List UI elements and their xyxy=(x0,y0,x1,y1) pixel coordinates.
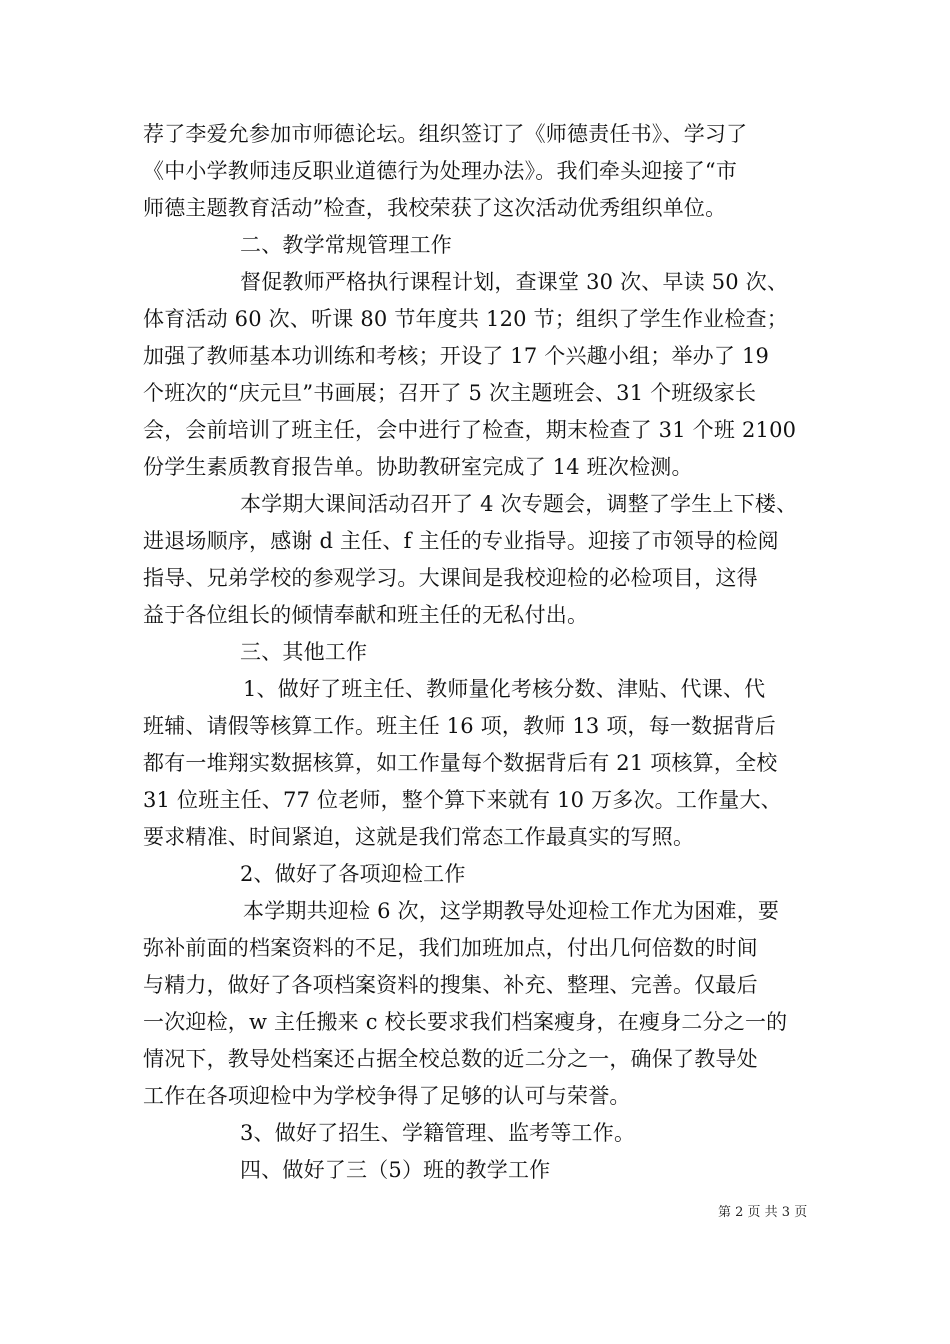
text-line: 份学生素质教育报告单。协助教研室完成了 14 班次检测。 xyxy=(143,455,693,479)
text-line: 进退场顺序，感谢 d 主任、f 主任的专业指导。迎接了市领导的检阅 xyxy=(143,529,779,553)
paragraph-start: 1、做好了班主任、教师量化考核分数、津贴、代课、代 xyxy=(243,677,766,701)
text-line: 益于各位组长的倾情奉献和班主任的无私付出。 xyxy=(143,603,589,627)
text-line: 情况下，教导处档案还占据全校总数的近二分之一，确保了教导处 xyxy=(143,1047,758,1071)
text-line: 师德主题教育活动”检查，我校荣获了这次活动优秀组织单位。 xyxy=(143,196,727,220)
text-line: 要求精准、时间紧迫，这就是我们常态工作最真实的写照。 xyxy=(143,825,695,849)
text-line: 指导、兄弟学校的参观学习。大课间是我校迎检的必检项目，这得 xyxy=(143,566,758,590)
paragraph-start: 督促教师严格执行课程计划，查课堂 30 次、早读 50 次、 xyxy=(240,270,789,294)
text-line: 与精力，做好了各项档案资料的搜集、补充、整理、完善。仅最后 xyxy=(143,973,758,997)
text-line: 都有一堆翔实数据核算，如工作量每个数据背后有 21 项核算，全校 xyxy=(143,751,778,775)
text-line: 《中小学教师违反职业道德行为处理办法》。我们牵头迎接了“市 xyxy=(143,159,738,183)
text-line: 班辅、请假等核算工作。班主任 16 项，教师 13 项，每一数据背后 xyxy=(143,714,776,738)
paragraph-start: 本学期大课间活动召开了 4 次专题会，调整了学生上下楼、 xyxy=(240,492,798,516)
subsection-heading: 3、做好了招生、学籍管理、监考等工作。 xyxy=(240,1121,636,1145)
text-line: 荐了李爱允参加市师德论坛。组织签订了《师德责任书》、学习了 xyxy=(143,122,748,146)
text-line: 一次迎检，w 主任搬来 c 校长要求我们档案瘦身，在瘦身二分之一的 xyxy=(143,1010,788,1034)
paragraph-start: 本学期共迎检 6 次，这学期教导处迎检工作尤为困难，要 xyxy=(243,899,780,923)
text-line: 加强了教师基本功训练和考核；开设了 17 个兴趣小组；举办了 19 xyxy=(143,344,770,368)
text-line: 个班次的“庆元旦”书画展；召开了 5 次主题班会、31 个班级家长 xyxy=(143,381,757,405)
section-heading: 三、其他工作 xyxy=(240,640,368,664)
text-line: 31 位班主任、77 位老师，整个算下来就有 10 万多次。工作量大、 xyxy=(143,788,782,812)
text-line: 会，会前培训了班主任，会中进行了检查，期末检查了 31 个班 2100 xyxy=(143,418,797,442)
document-body xyxy=(143,116,833,1189)
subsection-heading: 2、做好了各项迎检工作 xyxy=(240,862,466,886)
text-line: 工作在各项迎检中为学校争得了足够的认可与荣誉。 xyxy=(143,1084,631,1108)
text-line: 体育活动 60 次、听课 80 节年度共 120 节；组织了学生作业检查； xyxy=(143,307,788,331)
section-heading: 四、做好了三（5）班的教学工作 xyxy=(240,1158,551,1182)
section-heading: 二、教学常规管理工作 xyxy=(240,233,452,257)
page-number-footer: 第 2 页 共 3 页 xyxy=(718,1205,808,1220)
text-line: 弥补前面的档案资料的不足，我们加班加点，付出几何倍数的时间 xyxy=(143,936,758,960)
